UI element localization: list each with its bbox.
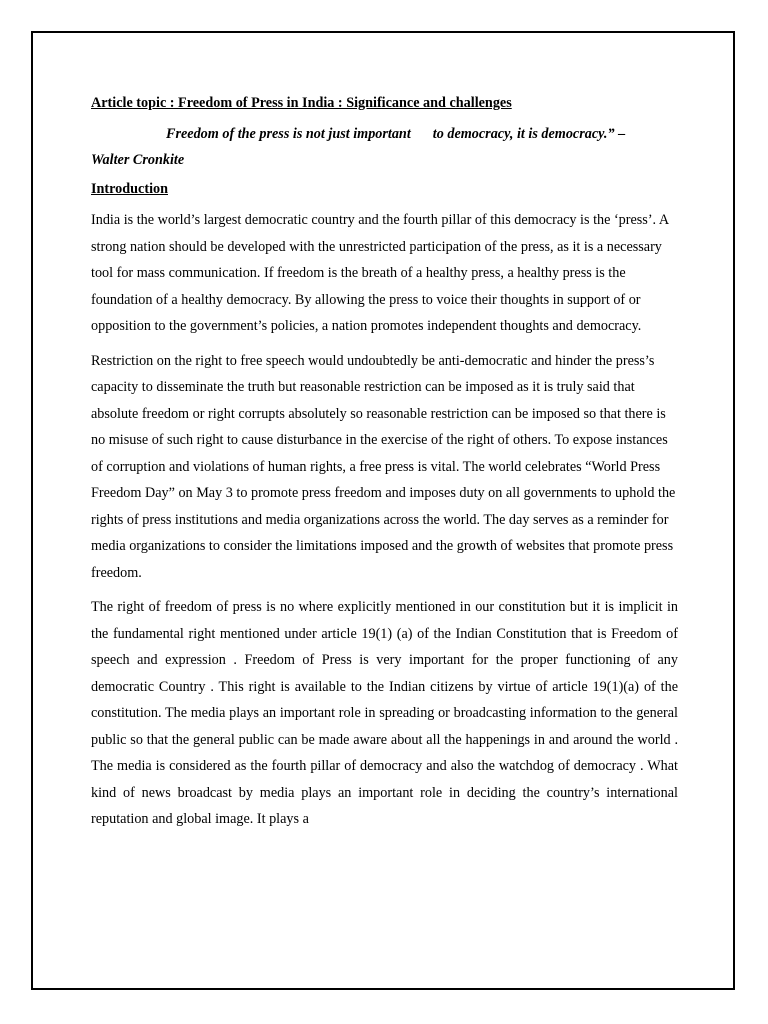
quote-line [91,121,678,147]
paragraph-1: India is the world’s largest democratic country and the fourth pillar of this democracy is the ‘press’. A strong nation should be developed with the unrestricted participation of the press, as it is a necessary tool for mass communication. If freedom is the breath of a healthy press, a healthy press is the foundation of a healthy democracy. By allowing the press to voice their thoughts in support of or opposition to the government’s policies, a nation promotes independent thoughts and democracy. [91,212,669,334]
paragraph-2: Restriction on the right to free speech would undoubtedly be anti-democratic and hinder the press’s capacity to disseminate the truth but reasonable restriction can be imposed as it is truly said that absolute freedom or right corrupts absolutely so reasonable restriction can be imposed so that there is no misuse of such right to cause disturbance in the exercise of the right of others. To expose instances of corruption and violations of human rights, a free press is vital. The world celebrates “World Press Freedom Day” on May 3 to promote press freedom and imposes duty on all governments to uphold the rights of press institutions and media organizations across the world. The day serves as a reminder for media organizations to consider the limitations imposed and the growth of websites that promote press freedom. [91,352,676,581]
paragraph-3: The right of freedom of press is no where explicitly mentioned in our constitution but it is implicit in the fundamental right mentioned under article 19(1) (a) of the Indian Constitution that is Freedom of speech and expression . Freedom of Press is very important for the proper functioning of any democratic Country . This right is available to the Indian citizens by virtue of article 19(1)(a) of the constitution. The media plays an important role in spreading or broadcasting information to the general public so that the general public can be made aware about all the happenings in and around the world . The media is considered as the fourth pillar of democracy and also the watchdog of democracy . What kind of news broadcast by media plays an important role in deciding the country’s international reputation and global image. It plays a [91,599,678,827]
article-title: Article topic : Freedom of Press in India : Significance and challenges [91,95,512,111]
quote-text-part1: Freedom of the press is not just important [166,126,411,142]
document-body [91,93,678,841]
section-heading-introduction: Introduction [91,181,168,197]
quote-block [91,121,678,173]
quote-text-part2: to democracy, it is democracy.” – [432,126,626,142]
quote-author: Walter Cronkite [91,152,185,168]
